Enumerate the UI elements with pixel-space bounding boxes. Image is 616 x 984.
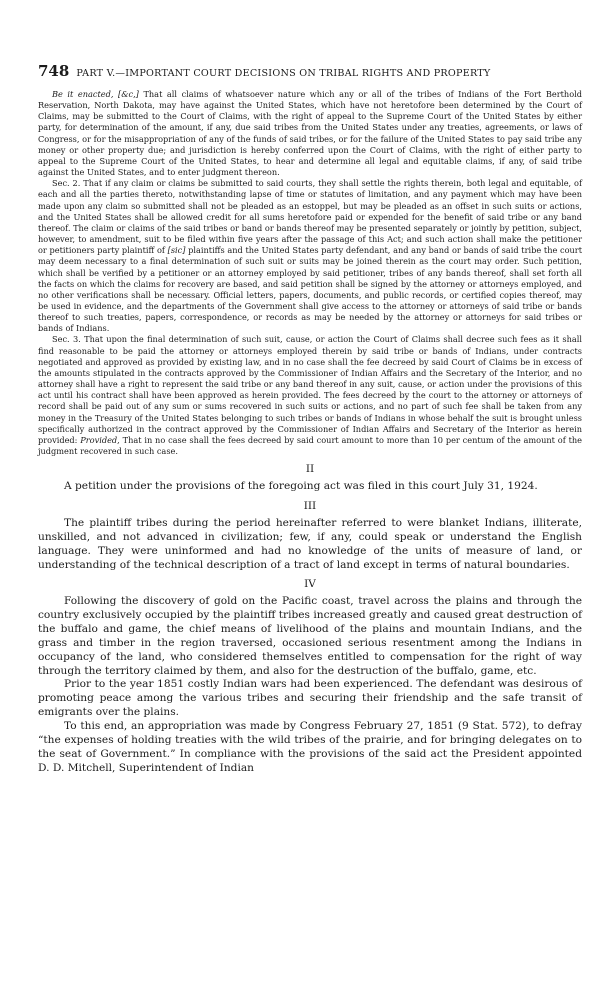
section-3-label: Sec. 3. — [52, 334, 81, 345]
paragraph: Following the discovery of gold on the Pacific coast, travel across the plains and through the country exclusively occupied by the plaintiff tribes increased greatly and caused great destruction of the buffalo and game, the chief means of livelihood of the plains and mountain Indians, and the grass and timber in the region traversed, occasioned serious resentment among the Indians in occupancy of the land, who considered themselves entitled to compensation for the right of way through the territory claimed by them, and also for the destruction of the buffalo, game, etc. — [38, 595, 582, 677]
paragraph: A petition under the provisions of the foregoing act was filed in this court July 31, 1924. — [64, 480, 538, 493]
section-iv-body — [38, 595, 582, 775]
section-2-text-a: That if any claim or claims be submitted to said courts, they shall settle the rights therein, both legal and equitable, of each and all the parties thereto, notwithstanding lapse of time or statutes of limitation, and any payment which may have been made upon any claim so submitted shall not be pleaded as an estoppel, but may be pleaded as an offset in such suits or actions, and the United States shall be allowed credit for all sums heretofore paid or expended for the benefit of said tribe or any band thereof. The claim or claims of the said tribes or band or bands thereof may be presented separately or jointly by petition, subject, however, to amendment, suit to be filed within five years after the passage of this Act; and such action shall make the petitioner or petitioners party plaintiff of — [38, 178, 582, 256]
section-3-text-b: That in no case shall the fees decreed by said court amount to more than 10 per centum of the amount of the judgment recovered in such case. — [38, 434, 582, 456]
section-number-ii: II — [305, 463, 315, 476]
section-iii-body — [38, 517, 582, 572]
section-number-iii: III — [303, 500, 317, 512]
section-2-label: Sec. 2. — [52, 178, 81, 189]
provided-clause: Provided, — [80, 434, 120, 445]
running-title: PART V.—IMPORTANT COURT DECISIONS ON TRIBAL RIGHTS AND PROPERTY — [76, 68, 491, 79]
section-number-iv: IV — [304, 578, 316, 591]
running-header — [38, 62, 582, 80]
statute-section-3 — [38, 334, 582, 457]
paragraph: The plaintiff tribes during the period hereinafter referred to were blanket Indians, illiterate, unskilled, and not advanced in civilization; few, if any, could speak or understand the English language. They were uninformed and had no knowledge of the units of measure of land, or understanding of the technical description of a tract of land except in terms of natural boundaries. — [38, 517, 582, 571]
section-3-text-a: That upon the final determination of such suit, cause, or action the Court of Claims shall decree such fees as it shall find reasonable to be paid the attorney or attorneys employed therein by said tribe or bands of Indians, under contracts negotiated and approved as provided by existing law, and in no case shall the fee decreed by said Court of Claims be in excess of the amounts stipulated in the contracts approved by the Commissioner of Indian Affairs and the Secretary of the Interior, and no attorney shall have a right to represent the said tribe or any band thereof in any suit, cause, or action under the provisions of this act until his contract shall have been approved as herein provided. The fees decreed by the court to the attorney or attorneys of record shall be paid out of any sum or sums recovered in such suits or actions, and no part of such fee shall be taken from any money in the Treasury of the United States belonging to such tribes or bands of Indians in whose behalf the suit is brought unless specifically authorized in the contract approved by the Commissioner of Indian Affairs and Secretary of the Interior as herein provided: — [38, 334, 583, 445]
section-2-text-b: plaintiffs and the United States party defendant, and any band or bands of said tribe the court may deem necessary to a final determination of such suit or suits may be joined therein as the court may order. Such petition, which shall be verified by a petitioner or an attorney employed by said petitioner, tribes of any bands thereof, shall set forth all the facts on which the claims for recovery are based, and said petition shall be signed by the attorney or attorneys employed, and no other verifications shall be necessary. Official letters, papers, documents, and public records, or certified copies thereof, may be used in evidence, and the departments of the Government shall give access to the attorney or attorneys of said tribe or bands thereof to such treaties, papers, correspondence, or records as may be needed by the attorney or attorneys for said tribes or bands of Indians. — [38, 245, 582, 334]
paragraph: Prior to the year 1851 costly Indian wars had been experienced. The defendant was desirous of promoting peace among the various tribes and securing their friendship and the safe transit of emigrants over the plains. — [38, 678, 582, 719]
section-ii-body — [38, 480, 582, 494]
paragraph: To this end, an appropriation was made by Congress February 27, 1851 (9 Stat. 572), to defray “the expenses of holding treaties with the wild tribes of the prairie, and for bringing delegates on to the seat of Government.” In compliance with the provisions of the said act the President appointed D. D. Mitchell, Superintendent of Indian — [38, 719, 582, 774]
enacting-clause: Be it enacted, [&c,] — [52, 89, 139, 99]
statute-text — [38, 89, 582, 457]
section-1-text: That all claims of whatsoever nature which any or all of the tribes of Indians of the Fort Berthold Reservation, North Dakota, may have against the United States, which have not heretofore been determined by the Court of Claims, may be submitted to the Court of Claims, with the right of appeal to the Supreme Court of the United States by either party, for determination of the amount, if any, due said tribes from the United States under any treaties, agreements, or laws of Congress, or for the misappropriation of any of the funds of said tribes, or for the failure of the United States to pay said tribe any money or other property due; and jurisdiction is hereby conferred upon the Court of Claims, with the right of either party to appeal to the Supreme Court of the United States, to hear and determine all legal and equitable claims, if any, of said tribe against the United States, and to enter judgment thereon. — [38, 89, 582, 178]
statute-section-2 — [38, 178, 582, 334]
statute-section-1 — [38, 89, 582, 178]
sic-marker: [sic] — [167, 245, 186, 256]
page-number: 748 — [38, 62, 70, 80]
